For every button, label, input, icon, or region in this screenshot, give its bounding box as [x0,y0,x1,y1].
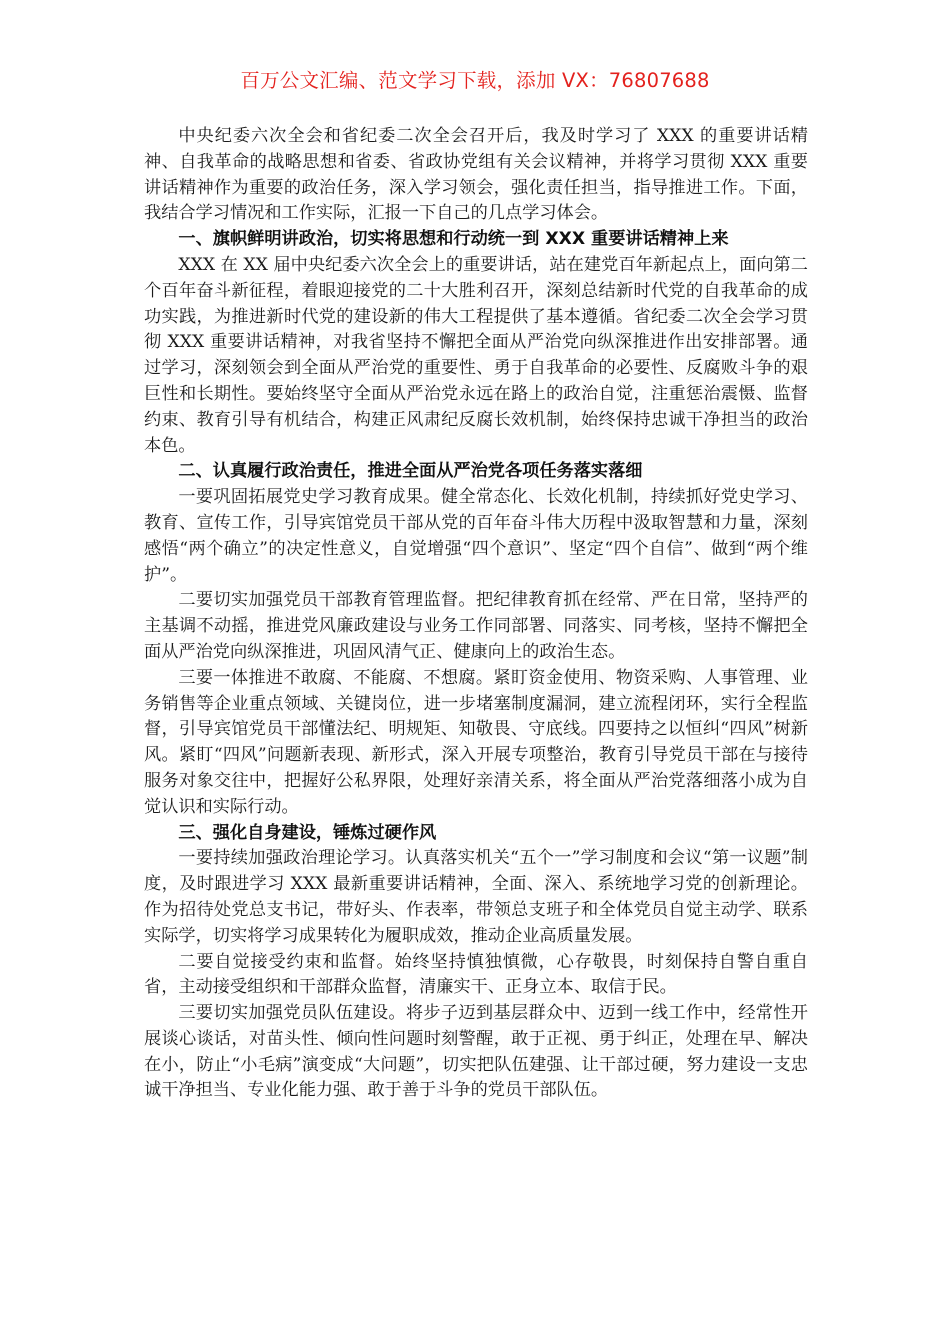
section-2-heading: 二、认真履行政治责任，推进全面从严治党各项任务落实落细 [178,461,643,482]
section-3-paragraph-2: 二要自觉接受约束和监督。始终坚持慎独慎微，心存敬畏，时刻保持自警自重自省，主动接受组织和干部群众监督，清廉实干、正身立本、取信于民。 [144,951,808,998]
section-3-paragraph-3: 三要切实加强党员队伍建设。将步子迈到基层群众中、迈到一线工作中，经常性开展谈心谈话，对苗头性、倾向性问题时刻警醒，敢于正视、勇于纠正，处理在早、解决在小，防止“小毛病”演变成“大问题”，切实把队伍建强、让干部过硬，努力建设一支忠诚干净担当、专业化能力强、敢于善于斗争的党员干部队伍。 [144,1003,808,1101]
section-1-heading: 一、旗帜鲜明讲政治，切实将思想和行动统一到 XXX 重要讲话精神上来 [178,229,729,250]
section-2-paragraph-1: 一要巩固拓展党史学习教育成果。健全常态化、长效化机制，持续抓好党史学习、教育、宣传工作，引导宾馆党员干部从党的百年奋斗伟大历程中汲取智慧和力量，深刻感悟“两个确立”的决定性意义，自觉增强“四个意识”、坚定“四个自信”、做到“两个维护”。 [144,487,808,585]
section-1-paragraph-1: XXX 在 XX 届中央纪委六次全会上的重要讲话，站在建党百年新起点上，面向第二个百年奋斗新征程，着眼迎接党的二十大胜利召开，深刻总结新时代党的自我革命的成功实践，为推进新时代党的建设新的伟大工程提供了基本遵循。省纪委二次全会学习贯彻 XXX 重要讲话精神，对我省坚持不懈把全面从严治党向纵深推进作出安排部署。通过学习，深刻领会到全面从严治党的重要性、勇于自我革命的必要性、反腐败斗争的艰巨性和长期性。要始终坚守全面从严治党永远在路上的政治自觉，注重惩治震慑、监督约束、教育引导有机结合，构建正风肃纪反腐长效机制，始终保持忠诚干净担当的政治本色。 [144,254,808,456]
section-2-paragraph-2: 二要切实加强党员干部教育管理监督。把纪律教育抓在经常、严在日常，坚持严的主基调不动摇，推进党风廉政建设与业务工作同部署、同落实、同考核，坚持不懈把全面从严治党向纵深推进，巩固风清气正、健康向上的政治生态。 [144,590,808,662]
section-3-paragraph-1: 一要持续加强政治理论学习。认真落实机关“五个一”学习制度和会议“第一议题”制度，及时跟进学习 XXX 最新重要讲话精神，全面、深入、系统地学习党的创新理论。作为招待处党总支书记，带好头、作表率，带领总支班子和全体党员自觉主动学、联系实际学，切实将学习成果转化为履职成效，推动企业高质量发展。 [144,848,808,946]
document-body [144,124,808,1104]
intro-paragraph: 中央纪委六次全会和省纪委二次全会召开后，我及时学习了 XXX 的重要讲话精神、自我革命的战略思想和省委、省政协党组有关会议精神，并将学习贯彻 XXX 重要讲话精神作为重要的政治任务，深入学习领会，强化责任担当，指导推进工作。下面，我结合学习情况和工作实际，汇报一下自己的几点学习体会。 [144,126,808,224]
section-3-heading: 三、强化自身建设，锤炼过硬作风 [178,822,437,843]
section-2-paragraph-3: 三要一体推进不敢腐、不能腐、不想腐。紧盯资金使用、物资采购、人事管理、业务销售等企业重点领域、关键岗位，进一步堵塞制度漏洞，建立流程闭环，实行全程监督，引导宾馆党员干部懂法纪、明规矩、知敬畏、守底线。四要持之以恒纠“四风”树新风。紧盯“四风”问题新表现、新形式，深入开展专项整治，教育引导党员干部在与接待服务对象交往中，把握好公私界限，处理好亲清关系，将全面从严治党落细落小成为自觉认识和实际行动。 [144,667,808,817]
watermark-header: 百万公文汇编、范文学习下载，添加 VX：76807688 [240,69,710,92]
